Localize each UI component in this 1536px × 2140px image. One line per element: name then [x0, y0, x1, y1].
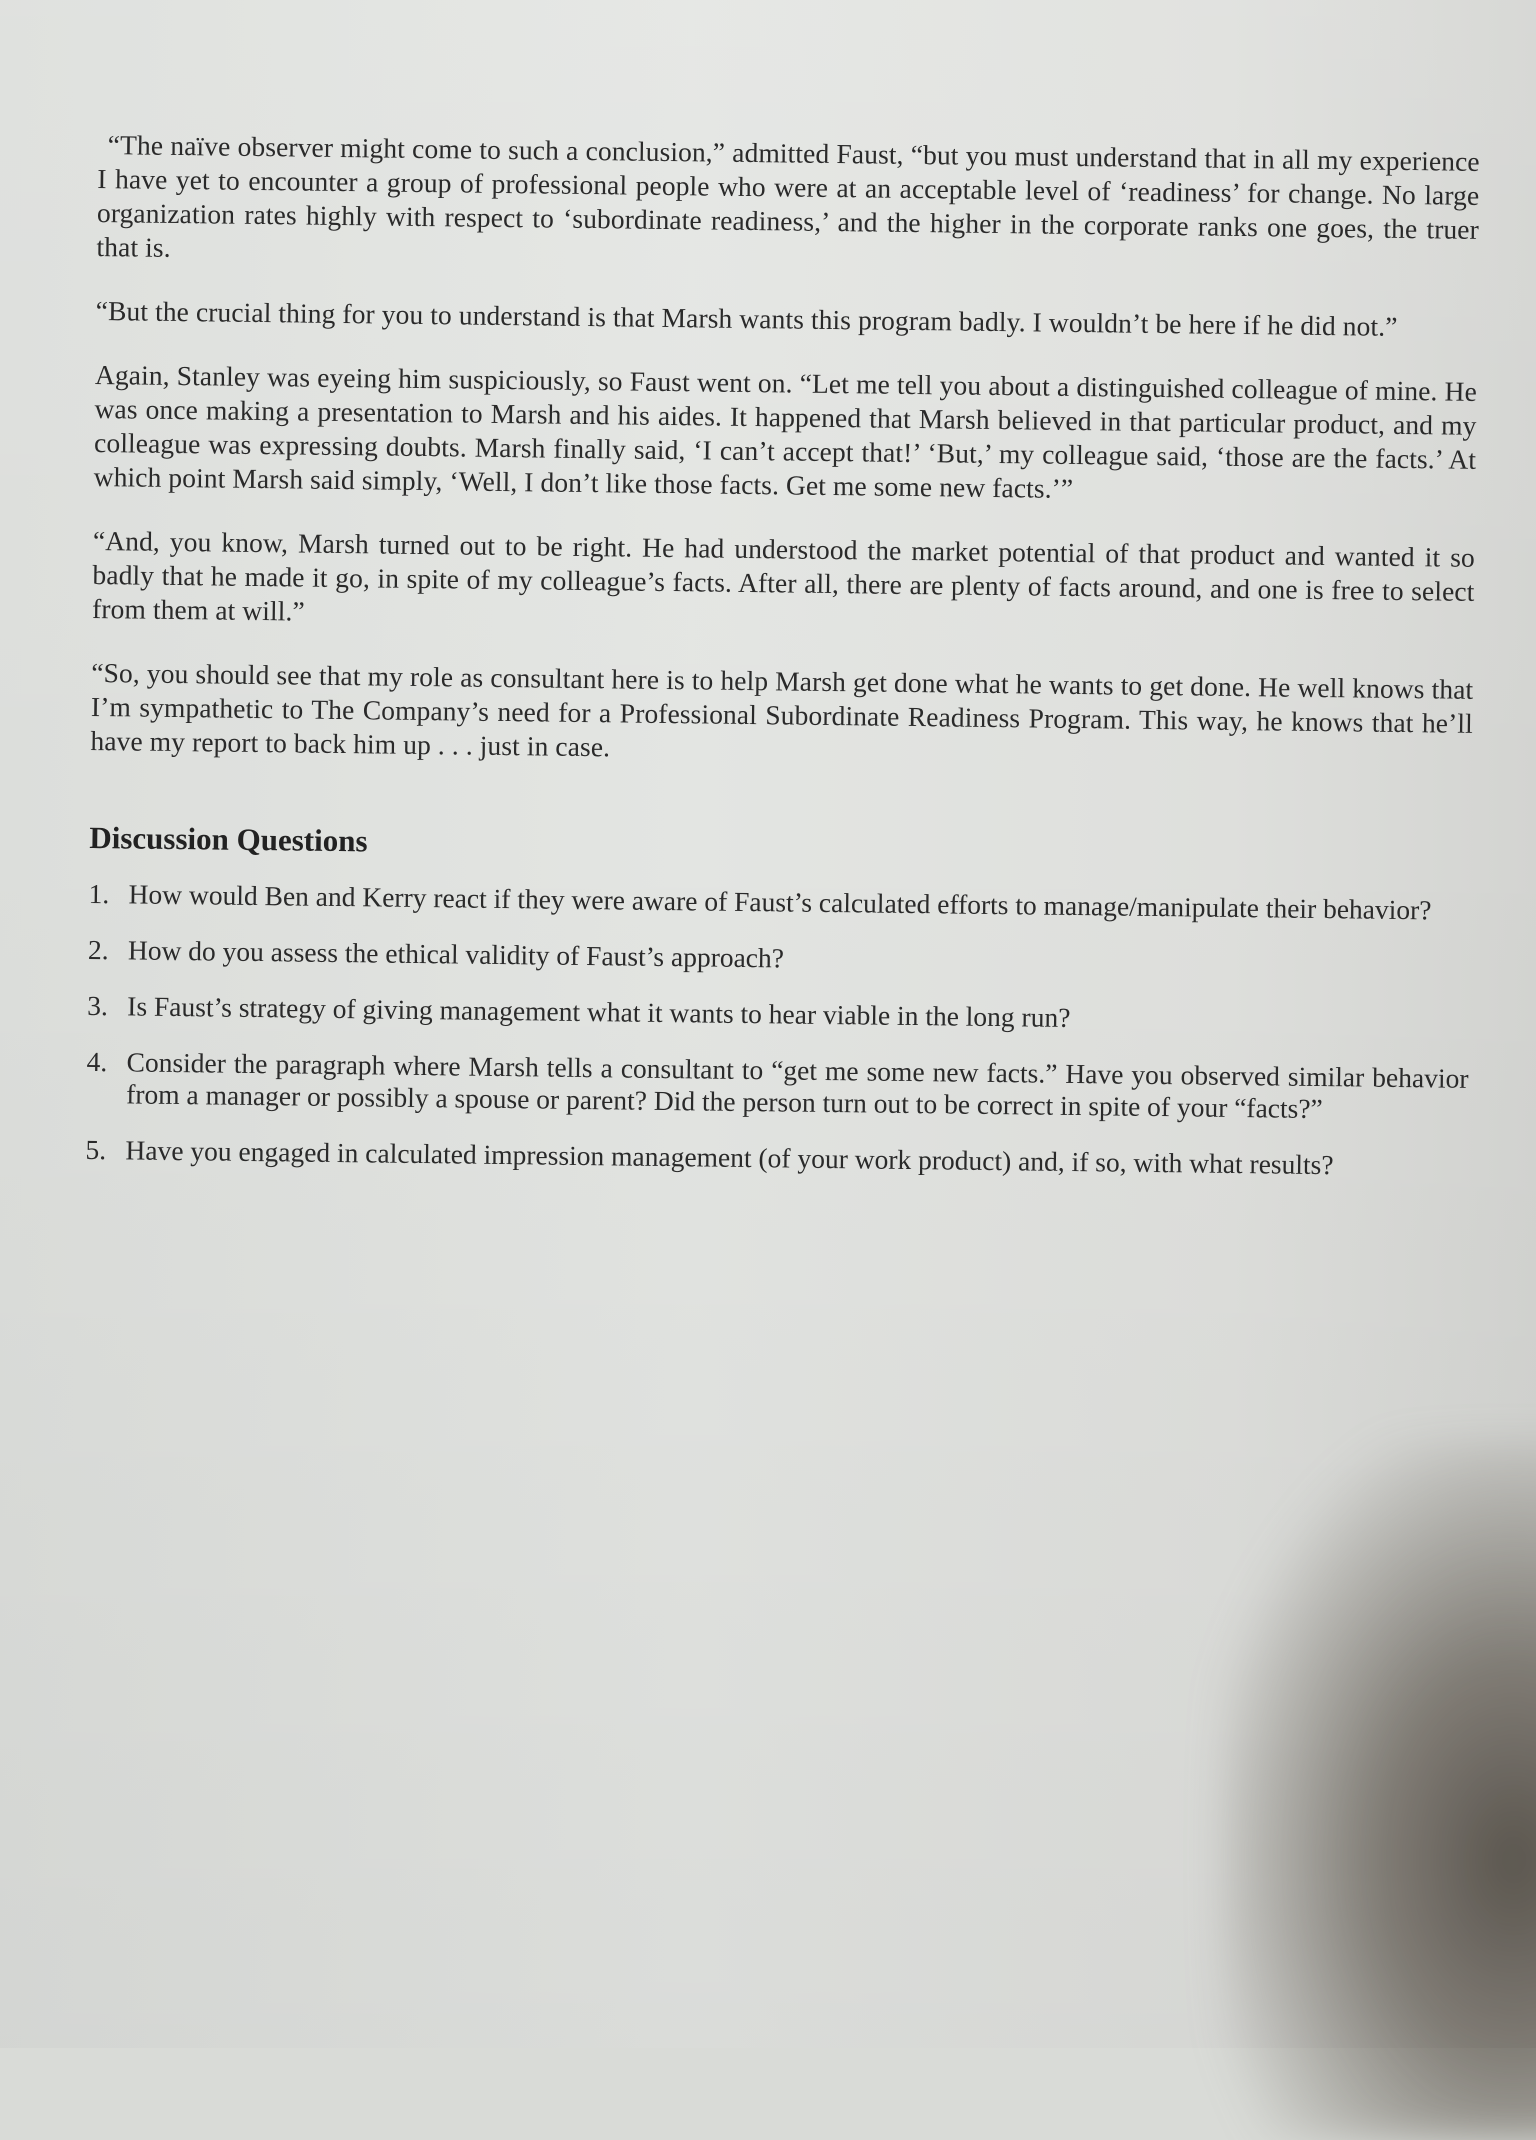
- question-number: 4.: [86, 1045, 108, 1078]
- discussion-heading: Discussion Questions: [89, 819, 368, 859]
- page-content: [85, 128, 1480, 1207]
- paragraph-2: “But the crucial thing for you to understand is that Marsh wants this program badly. I wouldn’t be here if he did not.”: [95, 294, 1398, 342]
- question-text: Is Faust’s strategy of giving management what it wants to hear viable in the long run?: [127, 990, 1071, 1033]
- question-item: [85, 1134, 1467, 1183]
- paragraph-3: Again, Stanley was eyeing him suspiciously, so Faust went on. “Let me tell you about a distinguished colleague of mine. He was once making a presentation to Marsh and his aides. It happened that Marsh believed in that particular product, and my colleague was expressing doubts. Marsh finally said, ‘I can’t accept that!’ ‘But,’ my colleague said, ‘those are the facts.’ At which point Marsh said simply, ‘Well, I don’t like those facts. Get me some new facts.’”: [93, 358, 1478, 504]
- question-item: [88, 934, 1470, 983]
- question-text: Consider the paragraph where Marsh tells a consultant to “get me some new facts.” Have you observed similar behavior from a manager or possibly a spouse or parent? Did the person turn out to be correct in spite of your “facts?”: [126, 1046, 1469, 1125]
- question-item: [87, 990, 1469, 1039]
- question-number: 2.: [87, 933, 109, 966]
- photo-shadow: [1220, 1440, 1536, 2140]
- paragraph-5: “So, you should see that my role as consultant here is to help Marsh get done what he wants to get done. He well knows that I’m sympathetic to The Company’s need for a Professional Subordinate Readiness Program. This way, he knows that he’ll have my report to back him up . . . just in case.: [90, 656, 1474, 763]
- question-number: 3.: [87, 989, 109, 1022]
- question-text: How would Ben and Kerry react if they were aware of Faust’s calculated efforts to manage/manipulate their behavior?: [128, 878, 1432, 926]
- question-item: [88, 878, 1470, 927]
- question-number: 1.: [88, 877, 110, 910]
- paragraph-4: “And, you know, Marsh turned out to be right. He had understood the market potential of that product and wanted it so badly that he made it go, in spite of my colleague’s facts. After all, there are plenty of facts around, and one is free to select from them at will.”: [91, 524, 1476, 627]
- discussion-question-list: [85, 878, 1470, 1183]
- question-text: How do you assess the ethical validity of Faust’s approach?: [127, 934, 785, 974]
- question-text: Have you engaged in calculated impression management (of your work product) and, if so, with what results?: [125, 1134, 1334, 1181]
- question-number: 5.: [85, 1133, 107, 1166]
- paragraph-1: “The naïve observer might come to such a conclusion,” admitted Faust, “but you must understand that in all my experience I have yet to encounter a group of professional people who were at an acceptable level of ‘readiness’ for change. No large organization rates highly with respect to ‘subordinate readiness,’ and the higher in the corporate ranks one goes, the truer that is.: [96, 129, 1480, 263]
- question-item: [86, 1046, 1469, 1127]
